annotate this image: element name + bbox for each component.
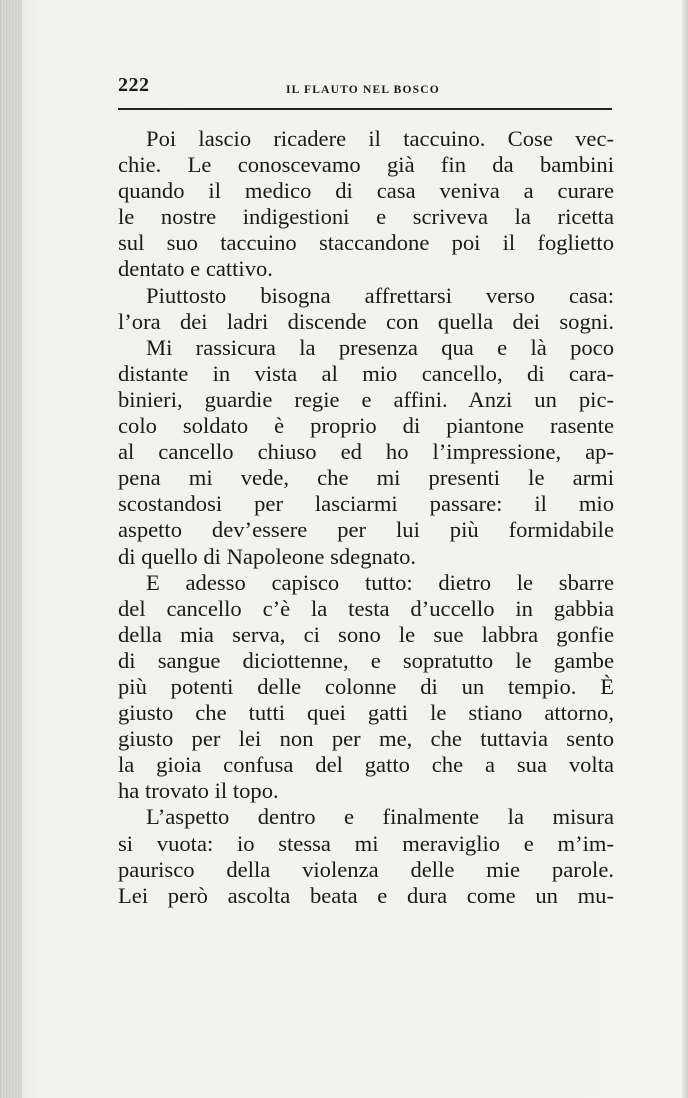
text-line: Piuttosto bisogna affrettarsi verso casa:: [146, 282, 614, 308]
text-line: la gioia confusa del gatto che a sua volta: [118, 752, 614, 778]
text-line: dentato e cattivo.: [118, 256, 273, 282]
text-line: pena mi vede, che mi presenti le armi: [118, 465, 614, 491]
text-line: chie. Le conoscevamo già fin da bambini: [118, 152, 614, 178]
text-line: al cancello chiuso ed ho l’impressione, ap-: [118, 439, 614, 465]
text-line: E adesso capisco tutto: dietro le sbarre: [146, 569, 614, 595]
page-header: [118, 72, 612, 106]
text-line: aspetto dev’essere per lui più formidabile: [118, 517, 614, 543]
text-line: della mia serva, ci sono le sue labbra gonfie: [118, 621, 614, 647]
text-line: di sangue diciottenne, e sopratutto le gambe: [118, 647, 614, 673]
text-line: colo soldato è proprio di piantone rasente: [118, 413, 614, 439]
text-line: L’aspetto dentro e finalmente la misura: [146, 804, 614, 830]
text-line: di quello di Napoleone sdegnato.: [118, 543, 417, 569]
page-edge: [682, 0, 688, 1098]
binding-gutter: [0, 0, 22, 1098]
running-title: IL FLAUTO NEL BOSCO: [286, 84, 440, 96]
body-text: [118, 126, 614, 909]
page-number: 222: [118, 74, 150, 96]
text-line: Lei però ascolta beata e dura come un mu-: [118, 882, 614, 908]
text-line: più potenti delle colonne di un tempio. È: [118, 673, 614, 699]
text-line: giusto per lei non per me, che tuttavia sento: [118, 726, 614, 752]
text-line: Mi rassicura la presenza qua e là poco: [146, 334, 614, 360]
text-line: paurisco della violenza delle mie parole.: [118, 856, 614, 882]
text-line: giusto che tutti quei gatti le stiano attorno,: [118, 700, 614, 726]
text-line: binieri, guardie regie e affini. Anzi un pic-: [118, 386, 614, 412]
text-line: si vuota: io stessa mi meraviglio e m’im-: [118, 830, 614, 856]
text-line: scostandosi per lasciarmi passare: il mio: [118, 491, 614, 517]
text-line: distante in vista al mio cancello, di cara-: [118, 360, 614, 386]
text-line: le nostre indigestioni e scriveva la ricetta: [118, 204, 614, 230]
text-line: del cancello c’è la testa d’uccello in gabbia: [118, 595, 614, 621]
text-line: ha trovato il topo.: [118, 778, 279, 804]
text-line: quando il medico di casa veniva a curare: [118, 178, 614, 204]
text-line: l’ora dei ladri discende con quella dei sogni.: [118, 308, 614, 334]
text-line: Poi lascio ricadere il taccuino. Cose vec-: [146, 126, 614, 151]
header-rule: [118, 108, 612, 110]
text-line: sul suo taccuino staccandone poi il foglietto: [118, 230, 614, 256]
